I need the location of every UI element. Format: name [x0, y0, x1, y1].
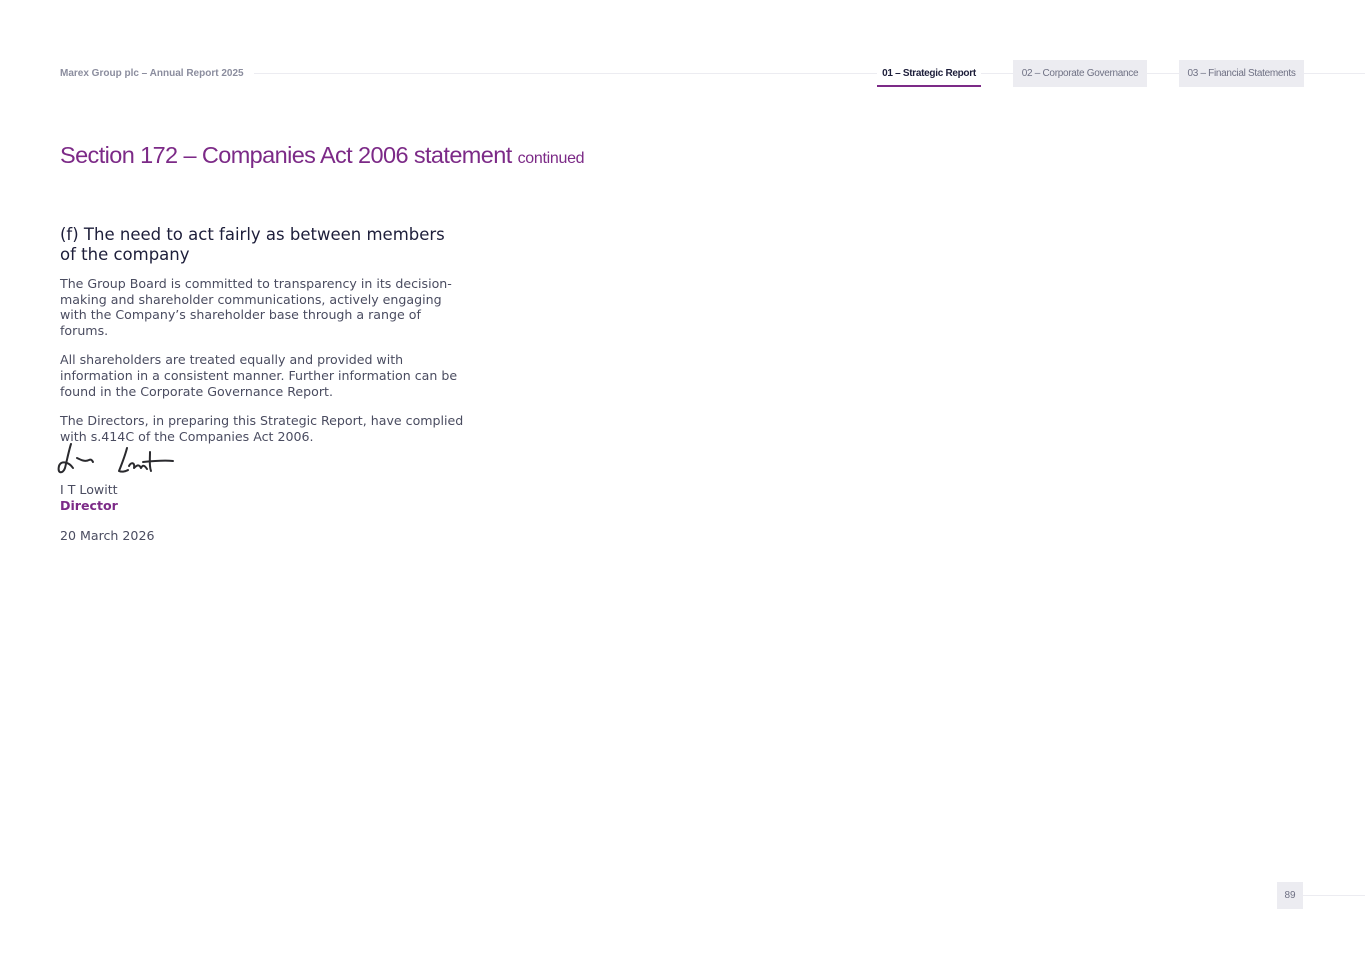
paragraph-transparency: The Group Board is committed to transparency in its decision-making and shareholder communications, actively engaging with the Company’s shareholder base through a range of forums. [60, 276, 452, 338]
page-title [60, 142, 584, 169]
tab-financial-statements[interactable]: 03 – Financial Statements [1179, 60, 1304, 87]
director-signature [55, 438, 177, 478]
section-f-content [60, 225, 465, 444]
page-title-text: Section 172 – Companies Act 2006 statement [60, 142, 512, 168]
tab-corporate-governance[interactable]: 02 – Corporate Governance [1013, 60, 1147, 87]
page-title-continued: continued [517, 150, 585, 167]
tab-strategic-report[interactable]: 01 – Strategic Report [877, 60, 981, 87]
page-number: 89 [1277, 882, 1303, 909]
section-heading: (f) The need to act fairly as between members of the company [60, 225, 445, 264]
paragraph-equal-treatment: All shareholders are treated equally and provided with information in a consistent manner. Further information can be found in the Corporate Governance Report. [60, 352, 458, 399]
signatory-role: Director [60, 498, 118, 513]
footer-divider [1303, 895, 1365, 896]
report-title: Marex Group plc – Annual Report 2025 [60, 68, 252, 79]
paragraph-compliance: The Directors, in preparing this Strategic Report, have complied with s.414C of the Companies Act 2006. [60, 413, 464, 444]
signatory-name: I T Lowitt [60, 482, 118, 497]
signature-date: 20 March 2026 [60, 528, 155, 543]
